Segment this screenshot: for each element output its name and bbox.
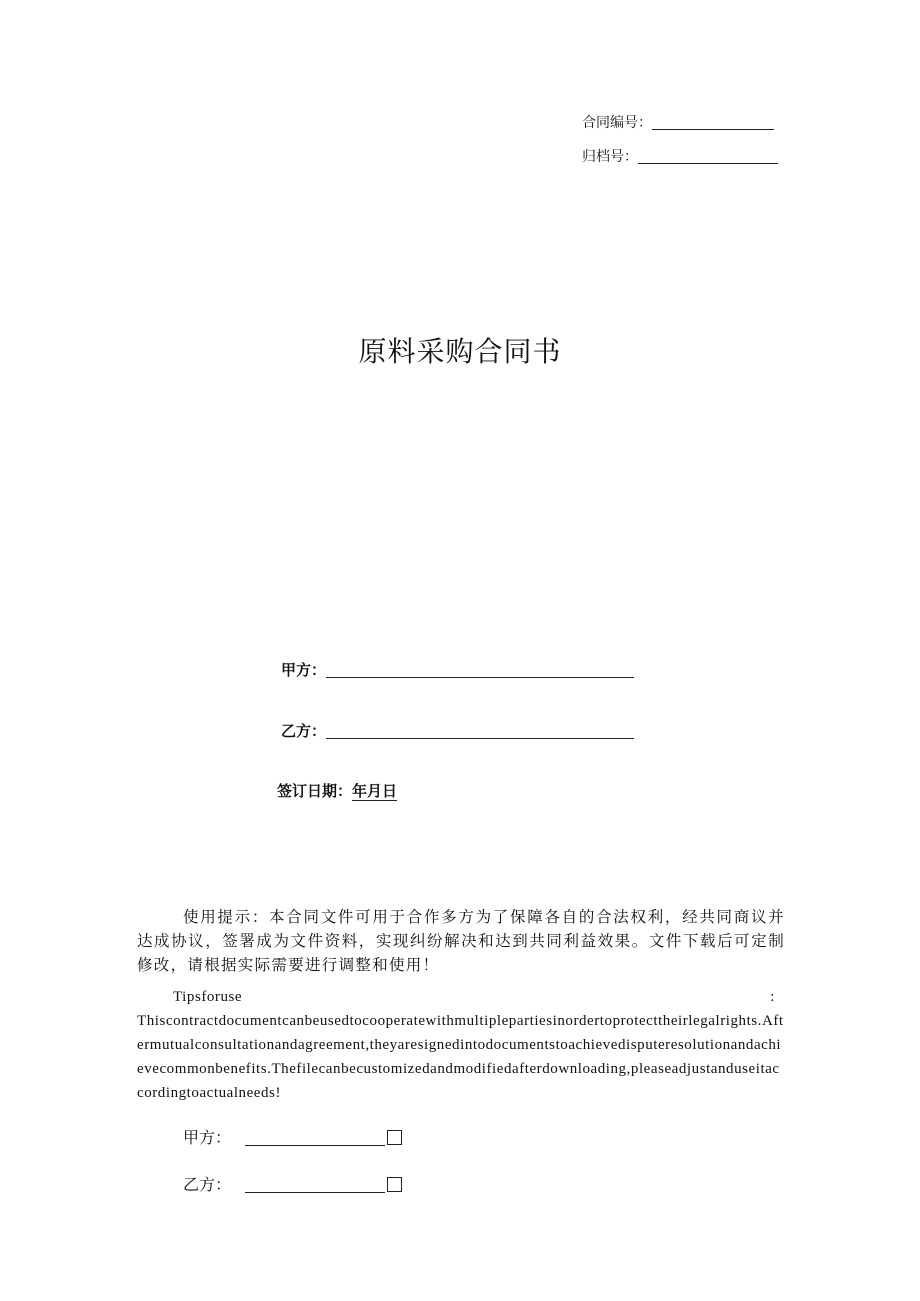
sign-date-label: 签订日期： xyxy=(277,782,353,800)
contract-number-blank[interactable] xyxy=(652,115,774,130)
tips-colon: : xyxy=(770,989,775,1005)
tips-heading-row xyxy=(137,985,785,1009)
signature-party-a xyxy=(183,1125,402,1148)
party-b-label: 乙方： xyxy=(281,722,327,740)
party-a-blank[interactable] xyxy=(326,661,634,678)
party-b-field xyxy=(281,720,634,741)
archive-number-label: 归档号： xyxy=(582,149,638,165)
contract-number-field xyxy=(582,112,774,132)
party-b-blank[interactable] xyxy=(326,722,634,739)
sign-date-field xyxy=(277,780,397,801)
checkbox-icon[interactable] xyxy=(387,1130,402,1145)
checkbox-icon[interactable] xyxy=(387,1177,402,1192)
party-a-field xyxy=(281,659,634,680)
signature-party-a-label: 甲方： xyxy=(183,1128,232,1147)
tips-section xyxy=(137,985,785,1105)
tips-heading: Tipsforuse xyxy=(173,989,243,1005)
contract-number-label: 合同编号： xyxy=(582,115,652,131)
signature-party-b-label: 乙方： xyxy=(183,1175,232,1194)
signature-party-a-blank[interactable] xyxy=(245,1131,385,1146)
archive-number-blank[interactable] xyxy=(638,149,778,164)
tips-body: Thiscontractdocumentcanbeusedtocooperatewithmultiplepartiesinordertoprotecttheirlegalrights.Aftermutualconsultationandagreement,theyaresignedintodocumentstoachievedisputeresolutionandachievecommonbenefits.Thefilecanbecustomizedandmodifiedafterdownloading,pleaseadjustanduseitaccordingtoactualneeds! xyxy=(137,1013,784,1101)
signature-party-b-blank[interactable] xyxy=(245,1178,385,1193)
archive-number-field xyxy=(582,146,778,166)
party-a-label: 甲方： xyxy=(281,661,327,679)
signature-party-b xyxy=(183,1172,402,1195)
usage-notice: 使用提示：本合同文件可用于合作多方为了保障各自的合法权利，经共同商议并达成协议，签署成为文件资料，实现纠纷解决和达到共同利益效果。文件下载后可定制修改，请根据实际需要进行调整和使用！ xyxy=(137,908,785,974)
document-title: 原料采购合同书 xyxy=(358,335,562,368)
sign-date-value[interactable]: 年月日 xyxy=(352,782,398,800)
